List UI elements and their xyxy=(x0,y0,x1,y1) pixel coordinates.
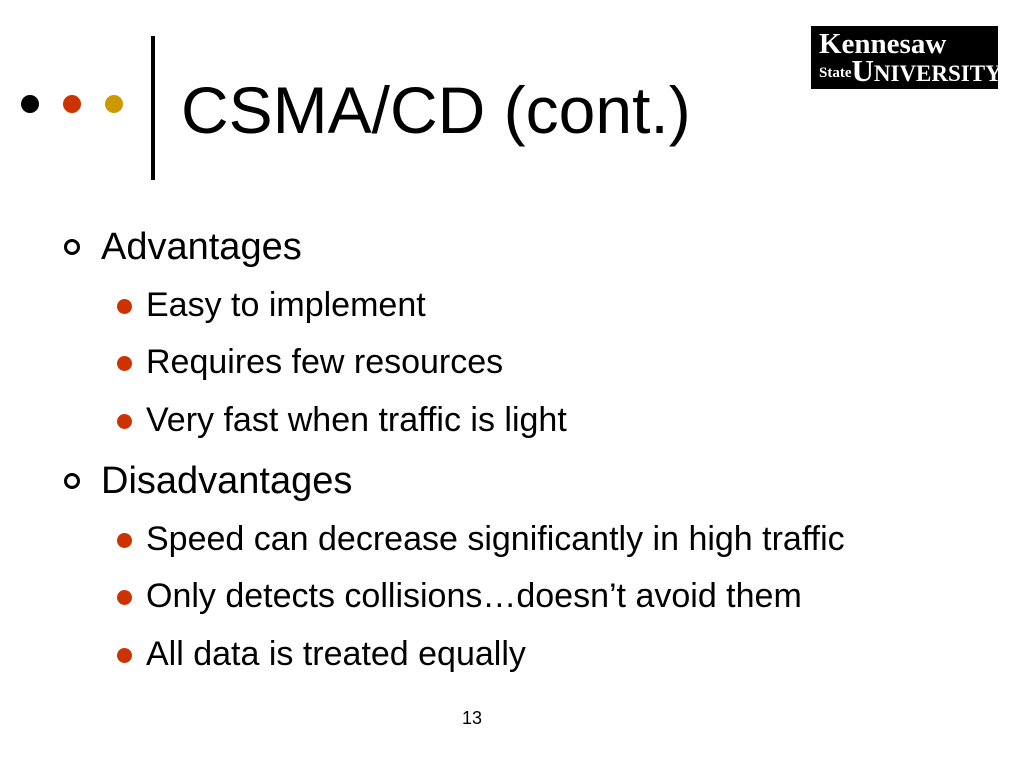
logo-university-rest: NIVERSITY xyxy=(873,61,1002,86)
page-number: 13 xyxy=(462,708,483,728)
list-item-text: Easy to implement xyxy=(146,286,426,324)
filled-circle-bullet-icon xyxy=(117,533,132,548)
title-divider xyxy=(151,36,155,180)
filled-circle-bullet-icon xyxy=(117,356,132,371)
university-logo xyxy=(811,26,1002,89)
filled-circle-bullet-icon xyxy=(117,590,132,605)
list-item-text: All data is treated equally xyxy=(146,635,526,673)
filled-circle-bullet-icon xyxy=(117,299,132,314)
decorative-dot-red-icon xyxy=(63,95,81,113)
logo-line-kennesaw: Kennesaw xyxy=(819,28,947,60)
list-item-text: Only detects collisions…doesn’t avoid them xyxy=(146,577,802,615)
list-item-text: Speed can decrease significantly in high traffic xyxy=(146,520,845,558)
filled-circle-bullet-icon xyxy=(117,648,132,663)
hollow-circle-bullet-icon xyxy=(64,239,80,255)
bullet-heading-text: Disadvantages xyxy=(101,460,353,502)
decorative-dot-black-icon xyxy=(21,95,39,113)
logo-university-initial: U xyxy=(851,53,874,88)
decorative-dot-gold-icon xyxy=(105,95,123,113)
logo-line-university xyxy=(819,53,1002,92)
bullet-heading-text: Advantages xyxy=(101,226,302,268)
list-item-text: Very fast when traffic is light xyxy=(146,401,567,439)
list-item-text: Requires few resources xyxy=(146,343,504,381)
hollow-circle-bullet-icon xyxy=(64,473,80,489)
slide-title: CSMA/CD (cont.) xyxy=(181,73,691,147)
logo-state-text: State xyxy=(819,65,852,81)
filled-circle-bullet-icon xyxy=(117,414,132,429)
